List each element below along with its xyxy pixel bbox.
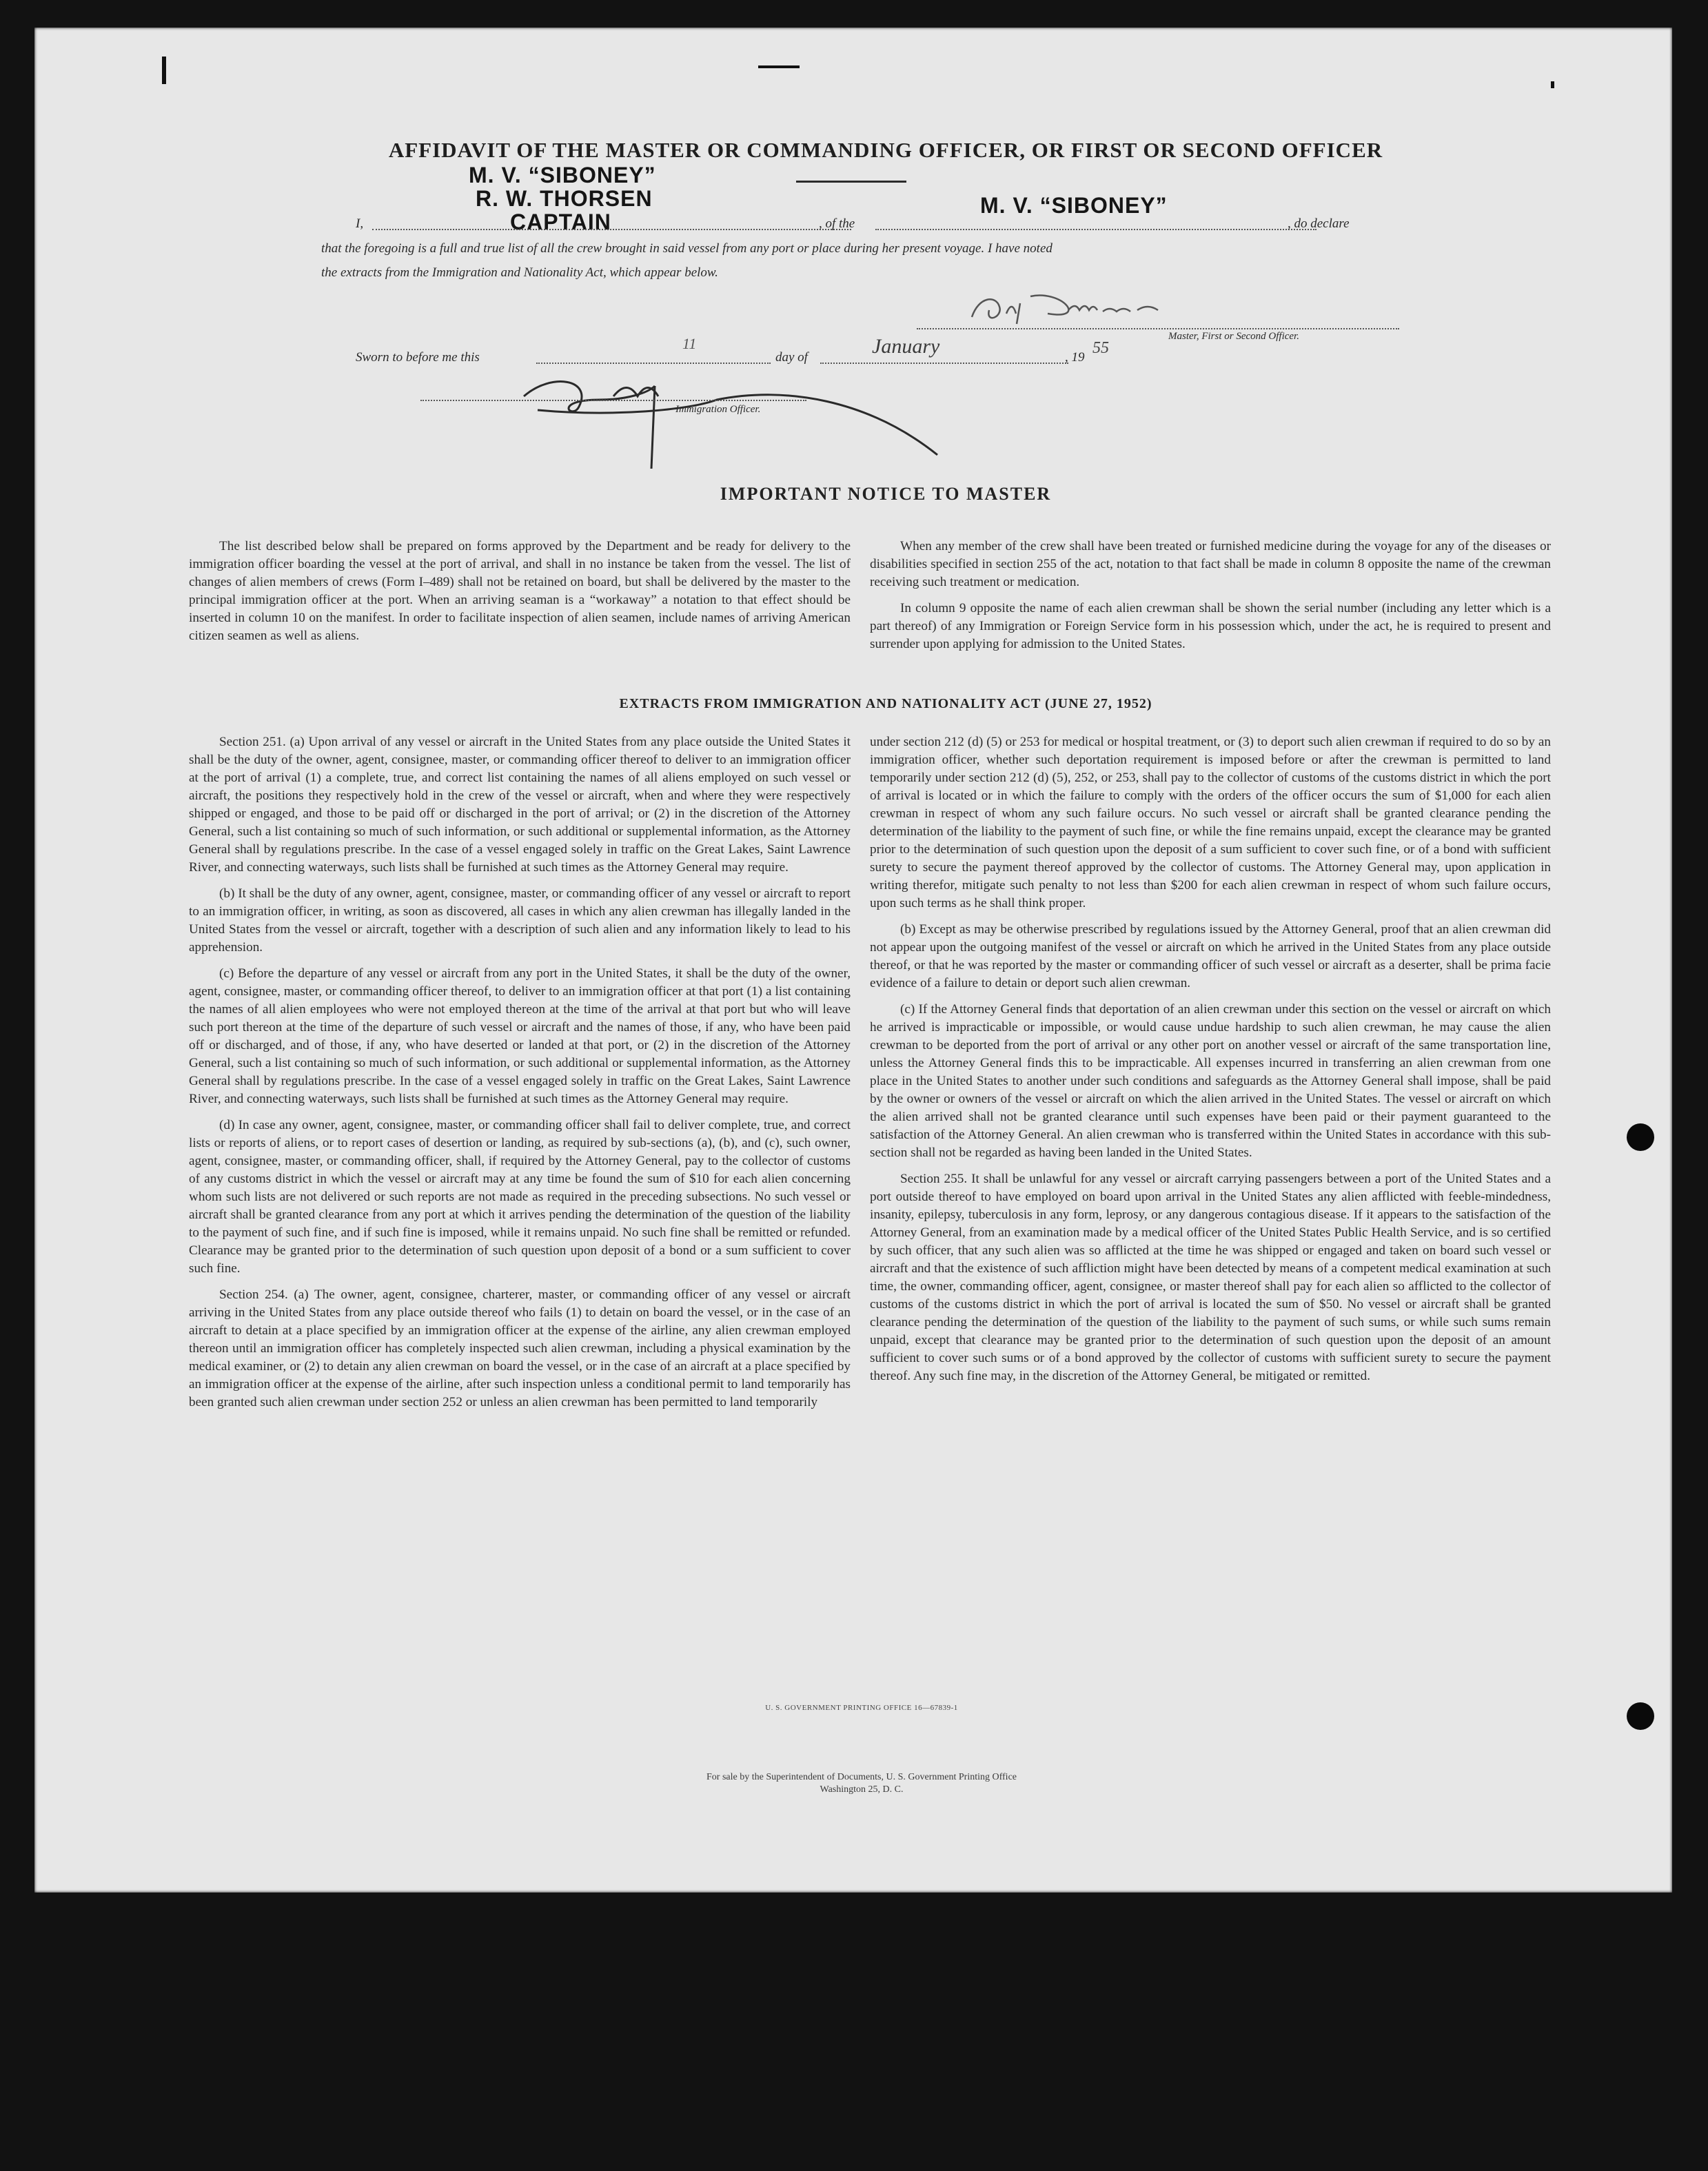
section-254a: Section 254. (a) The owner, agent, consignee, charterer, master, or commanding officer of any vessel or aircraft arriving in the United States from any place outside thereof who fails (1) to detain on board the vessel, or in the case of an aircraft to detain at a place specified by an immigration officer at the expense of the airline, any alien crewman employed thereon until an immigration officer has completely inspected such alien crewman, including a physical examination by the medical examiner, or (2) to detain any alien crewman on board the vessel, or in the case of an aircraft at a place specified by an immigration officer at the expense of the airline, after such inspection unless a conditional permit to land temporarily has been granted such alien crewman under section 252 or unless an alien crewman has been permitted to land temporarily — [189, 1287, 851, 1409]
sworn-label: Sworn to before me this — [356, 350, 480, 365]
notice-right-column — [870, 538, 1551, 662]
officer-caption: Immigration Officer. — [675, 404, 761, 415]
declaration-text-line2: the extracts from the Immigration and Nationality Act, which appear below. — [321, 265, 718, 280]
notice-right-paragraph-1: When any member of the crew shall have been treated or furnished medicine during the voyage for any of the diseases or disabilities specified in section 255 of the act, notation to that fact shall be made in column 8 opposite the name of the crewman receiving such treatment or medication. — [870, 539, 1551, 589]
notice-left-column — [189, 538, 851, 653]
document-page — [34, 28, 1672, 1893]
master-signature — [965, 283, 1254, 338]
scan-mark — [162, 57, 166, 84]
extracts-right-column — [870, 733, 1551, 1394]
declaration-text-line1: that the foregoing is a full and true list of all the crew brought in said vessel from any port or place during her present voyage. I have noted — [321, 241, 1053, 256]
section-251a: Section 251. (a) Upon arrival of any vessel or aircraft in the United States from any place outside the United States it shall be the duty of the owner, agent, consignee, master, or commanding officer thereof to deliver to an immigration officer at the port of arrival (1) a complete, true, and correct list containing the names of all aliens employed on such vessel or aircraft, the positions they respectively hold in the crew of the vessel or aircraft, when and where they were respectively shipped or engaged, and those to be paid off or discharged in the port of arrival; or (2) in the discretion of the Attorney General, such a list containing so much of such information, or such additional or supplemental information, as the Attorney General shall by regulations prescribe. In the case of a vessel engaged solely in traffic on the Great Lakes, Saint Lawrence River, and connecting waterways, such lists shall be furnished at such times as the Attorney General may require. — [189, 735, 851, 875]
section-255: Section 255. It shall be unlawful for any vessel or aircraft carrying passengers between a port of the United States and a port outside thereof to have employed on board upon arrival in the United States any alien afflicted with feeble-mindedness, insanity, epilepsy, tuberculosis in any form, leprosy, or any dangerous contagious disease. If it appears to the satisfaction of the Attorney General, from an examination made by a medical officer of the United States Public Health Service, and is so certified by such officer, that any such alien was so afflicted at the time he was shipped or engaged and taken on board such vessel or aircraft and that the existence of such affliction might have been detected by means of a competent medical examination at such time, the owner, commanding officer, agent, consignee, or master thereof shall pay for each alien so afflicted to the collector of customs of the customs district in which the port of arrival is located the sum of $50. No vessel or aircraft shall be granted clearance pending the determination of the question of the liability to the payment of such sums, or while such sums remain unpaid, except that clearance may be granted prior to the determination of such question upon the deposit of an amount sufficient to cover such sums or of a bond approved by the collector of customs with sufficient surety to secure the payment thereof. Any such fine may, in the discretion of the Attorney General, be mitigated or remitted. — [870, 1172, 1551, 1383]
name-fill-line — [372, 229, 851, 230]
master-signature-line — [917, 328, 1399, 329]
punch-hole-lower — [1627, 1702, 1654, 1730]
notice-heading: IMPORTANT NOTICE TO MASTER — [720, 484, 1052, 504]
sale-line-1: For sale by the Superintendent of Documents, U. S. Government Printing Office — [706, 1772, 1017, 1782]
do-declare-label: , do declare — [1288, 216, 1350, 231]
sale-line-2: Washington 25, D. C. — [820, 1784, 904, 1795]
section-251b: (b) It shall be the duty of any owner, agent, consignee, master, or commanding officer of any vessel or aircraft to report to an immigration officer, in writing, as soon as discovered, all cases in which any alien crewman has illegally landed in the United States from the vessel or aircraft, together with a description of such alien and any information likely to lead to his apprehension. — [189, 886, 851, 955]
affidavit-title: AFFIDAVIT OF THE MASTER OR COMMANDING OFFICER, OR FIRST OR SECOND OFFICER — [388, 138, 1383, 162]
year-prefix: , 19 — [1065, 350, 1085, 365]
print-code: U. S. GOVERNMENT PRINTING OFFICE 16—67839-1 — [765, 1704, 958, 1712]
month-value: January — [872, 335, 940, 358]
extracts-left-column — [189, 733, 851, 1420]
notice-right-paragraph-2: In column 9 opposite the name of each alien crewman shall be shown the serial number (including any letter which is a part thereof) of any Immigration or Foreign Service form in his possession which, under the act, he is required to present and surrender upon applying for admission to the United States. — [870, 601, 1551, 651]
master-caption: Master, First or Second Officer. — [1168, 331, 1299, 342]
vessel-stamp-right: M. V. “SIBONEY” — [980, 193, 1168, 218]
section-254c: (c) If the Attorney General finds that deportation of an alien crewman under this section on the vessel or aircraft on which he arrived is impracticable or impossible, or would cause undue hardship to such alien crewman, he may cause the alien crewman to be deported from the port of arrival or any other port on another vessel or aircraft of the same transportation line, unless the Attorney General finds this to be impracticable. All expenses incurred in transferring an alien crewman from one place in the United States to another under such conditions and safeguards as the Attorney General shall impose, shall be paid by the owner or owners of the vessel or aircraft on which the alien arrived in the United States. The vessel or aircraft on which the alien arrived shall not be granted clearance until such expenses have been paid or their payment guaranteed to the satisfaction of the Attorney General. An alien crewman who is transferred within the United States in accordance with this sub-section shall not be regarded as having been landed in the United States. — [870, 1002, 1551, 1160]
section-254b: (b) Except as may be otherwise prescribed by regulations issued by the Attorney General, proof that an alien crewman did not appear upon the outgoing manifest of the vessel or aircraft on which he arrived in the United States from any place outside thereof, or that he was reported by the master or commanding officer of such vessel or aircraft as a deserter, shall be prima facie evidence of a failure to detain or deport such alien crewman. — [870, 922, 1551, 990]
scan-mark — [1551, 81, 1554, 88]
officer-signature-line — [420, 400, 806, 401]
master-name-stamp: R. W. THORSEN — [476, 186, 653, 211]
rank-stamp: CAPTAIN — [510, 210, 611, 234]
declaration-prefix: I, — [356, 216, 364, 231]
of-the-label: , of the — [819, 216, 855, 231]
title-rule — [796, 181, 906, 183]
section-251c: (c) Before the departure of any vessel or aircraft from any port in the United States, it shall be the duty of the owner, agent, consignee, master, or commanding officer thereof, to deliver to an immigration officer at that port (1) a list containing the names of all alien employees who were not employed thereon at the time of the arrival at that port but who will leave such port thereon at the time of the departure of such vessel or aircraft and the names of those, if any, who have been paid off or discharged, and of those, if any, who have deserted or landed at that port, or (2) in the discretion of the Attorney General, such a list containing so much of such information, or such additional or supplemental information, as the Attorney General shall by regulations prescribe. In the case of a vessel engaged solely in traffic on the Great Lakes, Saint Lawrence River, and connecting waterways, such lists shall be furnished at such times as the Attorney General may require. — [189, 966, 851, 1106]
notice-left-paragraph: The list described below shall be prepared on forms approved by the Department and be ready for delivery to the immigration officer boarding the vessel at the port of arrival, and shall in no instance be taken from the vessel. The list of changes of alien members of crews (Form I–489) shall not be retained on board, but shall be delivered by the master to the principal immigration officer at the port. When an arriving seaman is a “workaway” a notation to that effect should be inserted in column 10 on the manifest. In order to facilitate inspection of alien seamen, include names of arriving American citizen seamen as well as aliens. — [189, 539, 851, 643]
section-254a-continued: under section 212 (d) (5) or 253 for medical or hospital treatment, or (3) to deport such alien crewman if required to do so by an immigration officer, whether such deportation requirement is imposed before or after the crewman is permitted to land temporarily under section 212 (d) (5), 252, or 253, shall pay to the collector of customs of the customs district in which the port of arrival is located or in which the failure to comply with the orders of the officer occurs the sum of $1,000 for each alien crewman in respect of whom any such failure occurs. No such vessel or aircraft shall be granted clearance pending the determination of the liability to the payment of such fine, or while the fine remains unpaid, except the clearance may be granted prior to the determination of such question upon the deposit of a sum sufficient to cover such fine, or of a bond with sufficient surety to secure the payment thereof approved by the collector of customs. The Attorney General may, upon application in writing therefor, mitigate such penalty to not less than $200 for each alien crewman in respect of whom such failure occurs, upon such terms as he shall think proper. — [870, 735, 1551, 910]
vessel-fill-line — [875, 229, 1316, 230]
vessel-stamp-left: M. V. “SIBONEY” — [469, 163, 656, 187]
day-of-label: day of — [775, 350, 808, 365]
extracts-heading: EXTRACTS FROM IMMIGRATION AND NATIONALITY ACT (JUNE 27, 1952) — [619, 696, 1152, 711]
section-251d: (d) In case any owner, agent, consignee, master, or commanding officer shall fail to deliver complete, true, and correct lists or reports of aliens, or to report cases of desertion or landing, as required by sub-sections (a), (b), and (c), such owner, agent, consignee, master, or commanding officer, shall, if required by the Attorney General, pay to the collector of customs of any customs district in which the vessel or aircraft may at any time be found the sum of $10 for each alien concerning whom such lists are not delivered or such reports are not made as required in the preceding subsections. No such vessel or aircraft shall be granted clearance from any port at which it arrives pending the determination of the question of the liability to the payment of such fine, and if such fine is imposed, while it remains unpaid. No such fine shall be remitted or refunded. Clearance may be granted prior to the determination of such question upon deposit of a bond or a sum sufficient to cover such fine. — [189, 1118, 851, 1276]
year-value: 55 — [1092, 339, 1109, 357]
scan-mark — [758, 65, 800, 68]
day-value: 11 — [682, 335, 697, 352]
punch-hole-upper — [1627, 1123, 1654, 1151]
officer-signature — [510, 358, 965, 482]
